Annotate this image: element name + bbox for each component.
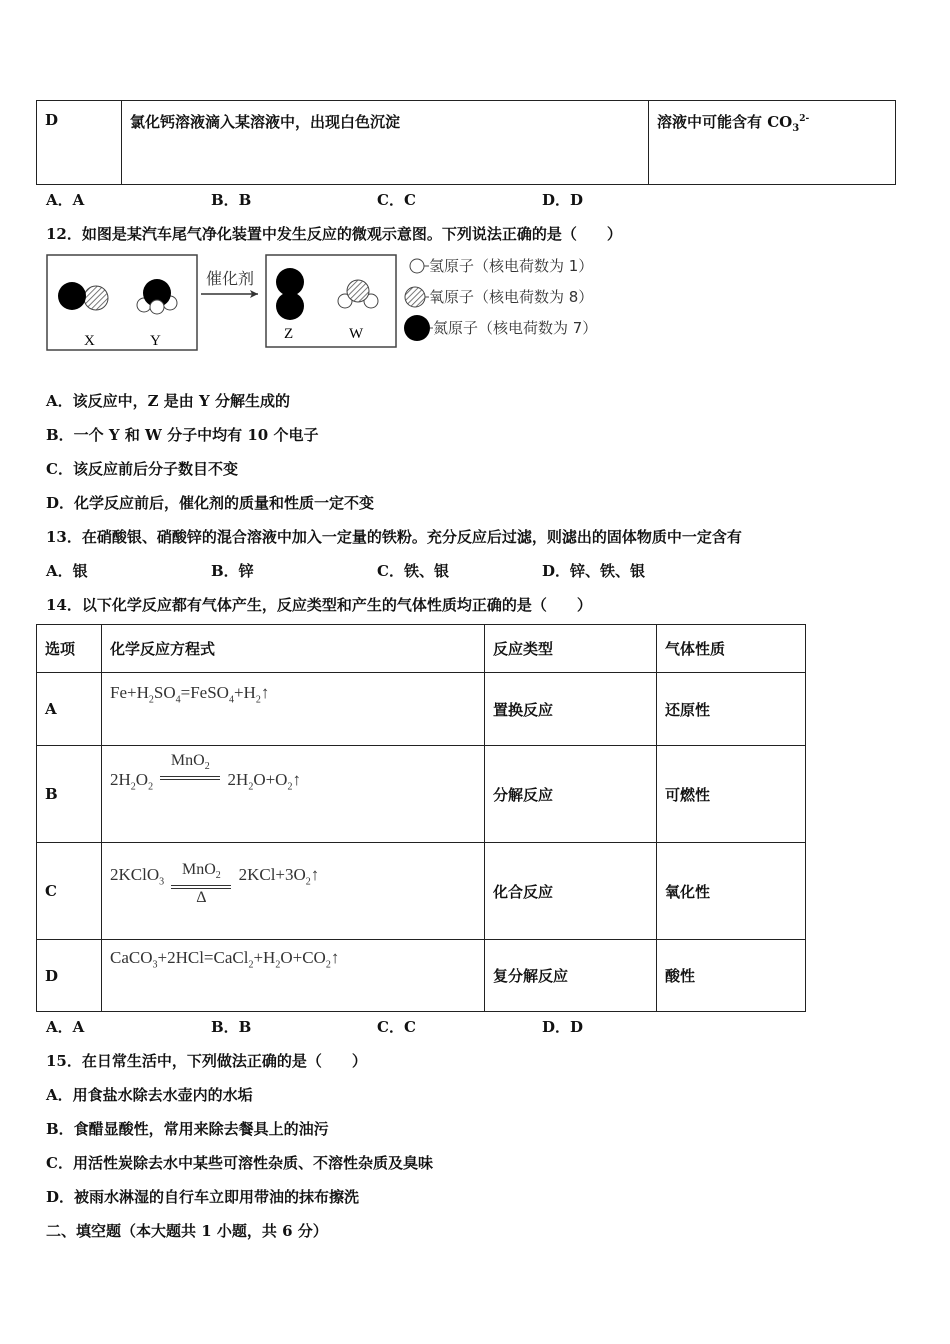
q12-option-d[interactable]: D．化学反应前后，催化剂的质量和性质一定不变 xyxy=(46,494,375,512)
row-c-type: 化合反应 xyxy=(485,843,657,940)
q14-table xyxy=(36,624,806,1012)
row-a-option: A xyxy=(37,673,102,746)
q11-option-c[interactable]: C．C xyxy=(377,191,416,209)
q14-option-d[interactable]: D．D xyxy=(542,1018,584,1036)
row-a-equation: $Fe+H_2SO_4=FeSO_4+H_2↑$ xyxy=(102,673,485,746)
q15-option-a[interactable]: A．用食盐水除去水壶内的水垢 xyxy=(46,1086,253,1104)
row-b-property: 可燃性 xyxy=(657,746,806,843)
q15-option-b[interactable]: B．食醋显酸性，常用来除去餐具上的油污 xyxy=(46,1120,329,1138)
section-heading: 二、填空题（本大题共 1 小题，共 6 分） xyxy=(46,1222,328,1240)
row-d-property: 酸性 xyxy=(657,940,806,1012)
condition-mno2-b: MnO$_2$ xyxy=(160,752,220,798)
q12-option-c[interactable]: C．该反应前后分子数目不变 xyxy=(46,460,238,478)
q14-stem: 14．以下化学反应都有气体产生，反应类型和产生的气体性质均正确的是（ ） xyxy=(46,596,592,614)
catalyst-label: 催化剂 xyxy=(206,269,255,288)
q14-option-c[interactable]: C．C xyxy=(377,1018,416,1036)
row-c-property: 氧化性 xyxy=(657,843,806,940)
q13-option-d[interactable]: D．锌、铁、银 xyxy=(542,562,646,580)
q13-option-a[interactable]: A．银 xyxy=(46,562,88,580)
label-x: X xyxy=(84,333,95,349)
q11-row-d-desc: 氯化钙溶液滴入某溶液中，出现白色沉淀 xyxy=(122,101,649,185)
q13-option-c[interactable]: C．铁、银 xyxy=(377,562,449,580)
svg-text:氢原子（核电荷数为 1）: 氢原子（核电荷数为 1） xyxy=(429,257,594,275)
row-b-equation: $2H_2O_2$ MnO$_2$ $2H_2O+O_2↑$ xyxy=(102,746,485,843)
legend-nitrogen xyxy=(404,315,597,341)
label-w: W xyxy=(349,326,364,342)
q12-option-a[interactable]: A．该反应中，Z 是由 Y 分解生成的 xyxy=(46,392,290,410)
q11-table xyxy=(36,100,896,185)
q11-row-d-label: D xyxy=(37,101,122,185)
legend-hydrogen xyxy=(410,257,593,275)
q11-option-a[interactable]: A．A xyxy=(46,191,85,209)
row-a-property: 还原性 xyxy=(657,673,806,746)
q13-stem: 13．在硝酸银、硝酸锌的混合溶液中加入一定量的铁粉。充分反应后过滤，则滤出的固体物质中一定含有 xyxy=(46,528,742,546)
row-a-type: 置换反应 xyxy=(485,673,657,746)
q14-option-a[interactable]: A．A xyxy=(46,1018,85,1036)
q11-option-b[interactable]: B．B xyxy=(211,191,252,209)
label-y: Y xyxy=(150,333,161,349)
header-option: 选项 xyxy=(37,625,102,673)
q13-option-b[interactable]: B．锌 xyxy=(211,562,254,580)
q11-option-d[interactable]: D．D xyxy=(542,191,584,209)
q15-option-d[interactable]: D．被雨水淋湿的自行车立即用带油的抹布擦洗 xyxy=(46,1188,360,1206)
svg-text:氮原子（核电荷数为 7）: 氮原子（核电荷数为 7） xyxy=(433,319,598,337)
reaction-diagram xyxy=(46,252,636,354)
header-equation: 化学反应方程式 xyxy=(102,625,485,673)
q12-option-b[interactable]: B．一个 Y 和 W 分子中均有 10 个电子 xyxy=(46,426,319,444)
legend-oxygen xyxy=(405,287,593,307)
q15-stem: 15．在日常生活中，下列做法正确的是（ ） xyxy=(46,1052,367,1070)
q14-option-b[interactable]: B．B xyxy=(211,1018,252,1036)
row-d-option: D xyxy=(37,940,102,1012)
label-z: Z xyxy=(284,326,294,342)
row-b-option: B xyxy=(37,746,102,843)
q12-stem: 12．如图是某汽车尾气净化装置中发生反应的微观示意图。下列说法正确的是（ ） xyxy=(46,225,622,243)
condition-mno2-c: $\frac{MnO_2}{\Delta}$ xyxy=(171,861,231,907)
row-d-equation: $CaCO_3+2HCl=CaCl_2+H_2O+CO_2↑$ xyxy=(102,940,485,1012)
row-c-equation: 2KClO$_3$ $\frac{MnO_2}{\Delta}$ $2KCl+3O_2↑$ xyxy=(102,843,485,940)
q11-row-d-conclusion: 溶液中可能含有 $CO_3^{2-}$ xyxy=(649,101,896,185)
header-property: 气体性质 xyxy=(657,625,806,673)
row-b-type: 分解反应 xyxy=(485,746,657,843)
header-type: 反应类型 xyxy=(485,625,657,673)
q15-option-c[interactable]: C．用活性炭除去水中某些可溶性杂质、不溶性杂质及臭味 xyxy=(46,1154,433,1172)
row-d-type: 复分解反应 xyxy=(485,940,657,1012)
svg-text:氧原子（核电荷数为 8）: 氧原子（核电荷数为 8） xyxy=(429,288,594,306)
row-c-option: C xyxy=(37,843,102,940)
